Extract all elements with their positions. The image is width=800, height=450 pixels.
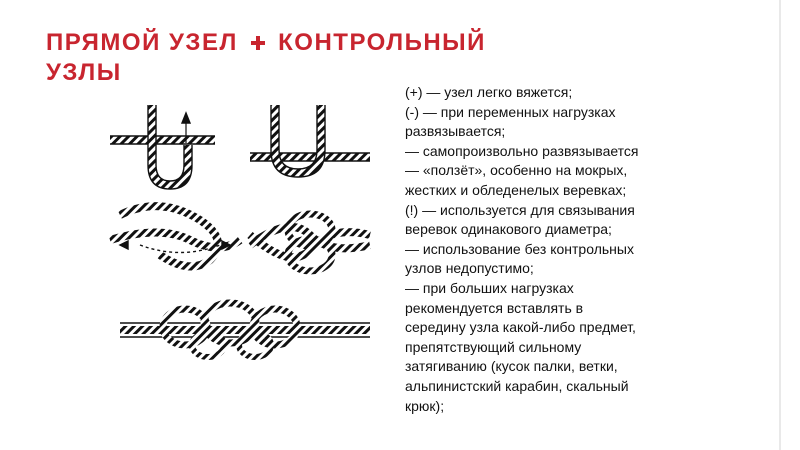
knot-description: [405, 83, 705, 416]
text-line: — использование без контрольных: [405, 240, 634, 257]
text-line: — «ползёт», особенно на мокрых,: [405, 162, 628, 179]
slide-title: [46, 28, 566, 88]
text-line: (-) — при переменных нагрузках: [405, 103, 616, 120]
title-part-1: ПРЯМОЙ УЗЕЛ: [46, 29, 238, 56]
knot-step-1: [110, 105, 215, 189]
text-line: веревок одинакового диаметра;: [405, 221, 612, 238]
knot-step-5: [120, 303, 370, 357]
text-line: затягиванию (кусок палки, ветки,: [405, 358, 618, 375]
text-line: — при больших нагрузках: [405, 279, 574, 296]
text-line: узлов недопустимо;: [405, 260, 534, 277]
text-line: — самопроизвольно развязывается: [405, 142, 639, 159]
knot-step-2: [250, 105, 370, 177]
knot-step-4: [250, 214, 370, 271]
knot-illustration: [100, 95, 380, 375]
text-line: крюк);: [405, 397, 445, 414]
red-cross-icon: [250, 35, 266, 51]
title-line-2: УЗЛЫ: [46, 59, 122, 86]
knot-step-3: [110, 206, 240, 266]
text-line: середину узла какой-либо предмет,: [405, 319, 636, 336]
text-line: рекомендуется вставлять в: [405, 299, 584, 316]
slide-edge-bar: [779, 0, 781, 450]
text-line: препятствующий сильному: [405, 338, 582, 355]
text-line: (+) — узел легко вяжется;: [405, 84, 573, 100]
text-line: альпинистский карабин, скальный: [405, 377, 629, 394]
title-part-2: КОНТРОЛЬНЫЙ: [278, 29, 486, 56]
text-line: жестких и обледенелых веревках;: [405, 181, 627, 198]
text-line: развязывается;: [405, 123, 506, 140]
text-line: (!) — используется для связывания: [405, 201, 635, 218]
